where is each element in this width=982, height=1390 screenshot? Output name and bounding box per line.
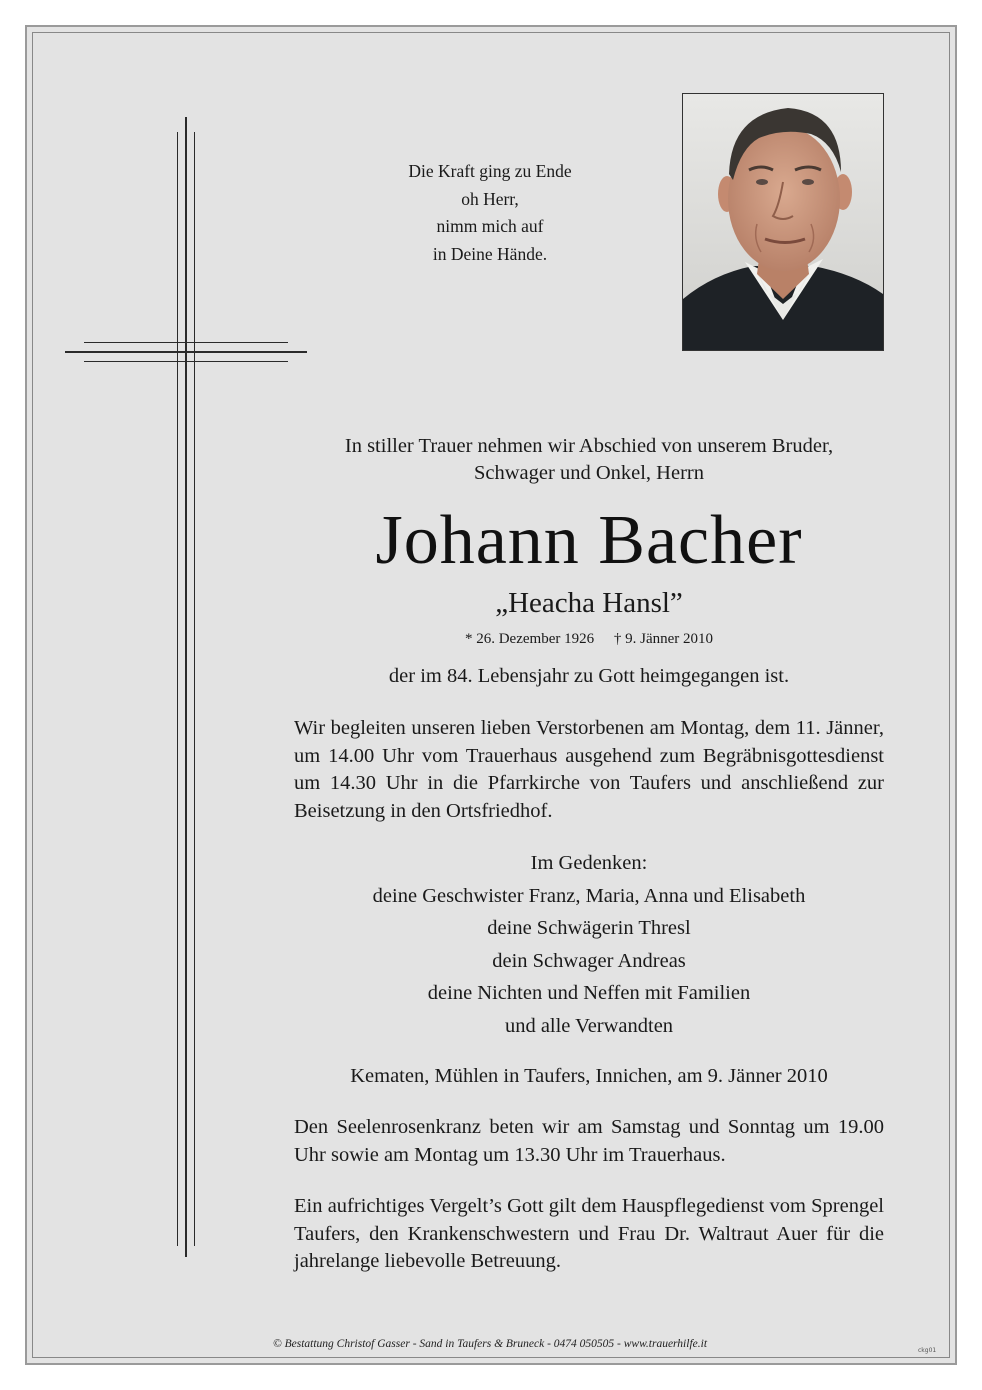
death-date: † 9. Jänner 2010 bbox=[613, 631, 714, 647]
intro-line: Schwager und Onkel, Herrn bbox=[474, 462, 704, 484]
portrait-photo bbox=[682, 93, 884, 351]
mourner-line: und alle Verwandten bbox=[504, 1014, 674, 1037]
life-dates bbox=[294, 629, 884, 649]
age-line: der im 84. Lebensjahr zu Gott heimgegangen ist. bbox=[388, 665, 790, 687]
mourner-line: deine Schwägerin Thresl bbox=[487, 917, 691, 939]
thanks-paragraph: Ein aufrichtiges Vergelt’s Gott gilt dem Hauspflegedienst vom Sprengel Taufers, den Krankenschwestern und Frau Dr. Waltraut Auer für die jahrelange liebevolle Betreuung. bbox=[294, 1195, 884, 1272]
motto-verse bbox=[370, 158, 610, 268]
deceased-name: Johann Bacher bbox=[375, 502, 803, 579]
footer-credit: © Bestattung Christof Gasser - Sand in Taufers & Bruneck - 0474 050505 - www.trauerhilfe.it bbox=[272, 1338, 708, 1350]
mourner-line: dein Schwager Andreas bbox=[492, 949, 686, 972]
motto-line: in Deine Hände. bbox=[432, 243, 548, 264]
intro-line: In stiller Trauer nehmen wir Abschied von unserem Bruder, bbox=[344, 435, 834, 457]
mourners-list bbox=[294, 847, 884, 1042]
mourner-line: deine Nichten und Neffen mit Familien bbox=[427, 982, 751, 1004]
motto-line: oh Herr, bbox=[461, 188, 519, 209]
motto-line: nimm mich auf bbox=[436, 216, 544, 236]
memory-heading: Im Gedenken: bbox=[530, 852, 648, 874]
rosary-paragraph: Den Seelenrosenkranz beten wir am Samstag und Sonntag um 19.00 Uhr sowie am Montag um 13.30 Uhr im Trauerhaus. bbox=[294, 1116, 884, 1166]
template-code: ckg01 bbox=[918, 1347, 937, 1354]
motto-line: Die Kraft ging zu Ende bbox=[408, 161, 572, 181]
funeral-paragraph: Wir begleiten unseren lieben Verstorbenen am Montag, dem 11. Jänner, um 14.00 Uhr vom Trauerhaus ausgehend zum Begräbnisgottesdienst um 14.30 Uhr in die Pfarrkirche von Taufers und anschließend zur Beisetzung in den Ortsfriedhof. bbox=[294, 717, 884, 822]
deceased-nickname: „Heacha Hansl” bbox=[495, 587, 683, 619]
intro-text bbox=[294, 433, 884, 487]
birth-date: * 26. Dezember 1926 bbox=[464, 631, 595, 647]
mourner-line: deine Geschwister Franz, Maria, Anna und Elisabeth bbox=[372, 884, 806, 907]
place-date: Kematen, Mühlen in Taufers, Innichen, am 9. Jänner 2010 bbox=[350, 1065, 828, 1087]
